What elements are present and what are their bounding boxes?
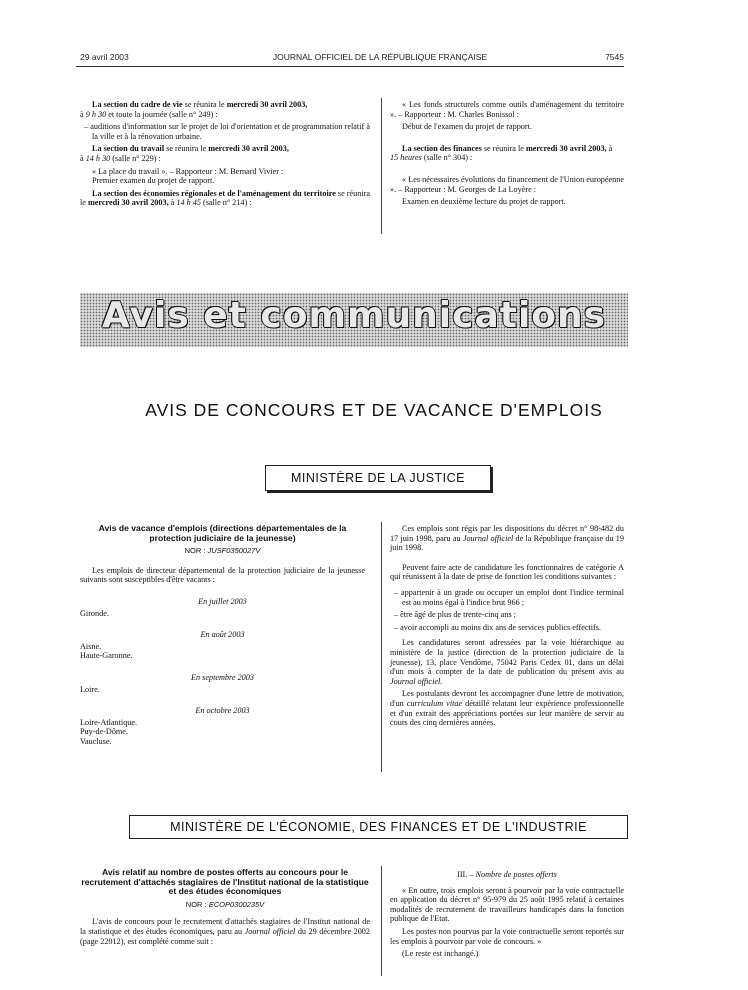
topic-fonds-structurels: « Les fonds structurels comme outils d'aménagement du territoire ». – Rapporteur : M. Charles Bonissol : [390,100,624,119]
month-juillet: En juillet 2003 [198,596,247,606]
topic-union-europeenne: « Les nécessaires évolutions du financement de l'Union européenne ». – Rapporteur : M. Georges de La Loyère : [390,174,624,194]
ministry-justice-box: MINISTÈRE DE LA JUSTICE [265,465,491,491]
condition-grade: – appartenir à un grade ou occuper un emploi dont l'indice terminal est au moins égal à l'indice brut 966 ; [394,587,624,607]
section-travail-step: Premier examen du projet de rapport. [92,176,215,186]
avis-postes-title: Avis relatif au nombre de postes offerts au concours pour le recrutement d'attachés stagiaires de l'Institut national de la statistique et des études économiques [81,867,369,897]
ministry-economie-box: MINISTÈRE DE L'ÉCONOMIE, DES FINANCES ET DE L'INDUSTRIE [129,815,628,839]
header-journal-title: JOURNAL OFFICIEL DE LA RÉPUBLIQUE FRANÇAISE [272,52,488,62]
top-left-column [80,100,370,211]
dept-aisne: Aisne. [80,641,102,651]
header-date: 29 avril 2003 [80,52,129,62]
section-cadre-de-vie-item: – auditions d'information sur le projet de loi d'orientation et de programmation relatif à la ville et à la rénovation urbaine. [84,122,370,141]
section-banner [80,293,628,347]
avis-vacance-dossier: Les postulants devront les accompagner d'une lettre de motivation, d'un curriculum vitae détaillé relatant leur expérience professionnelle et d'un extrait des appréciations portées sur leur manière de servir au cours des cinq dernières années. [390,689,625,728]
avis-vacance-right [390,524,624,731]
section-travail: La section du travail se réunira le mercredi 30 avril 2003, à 14 h 30 (salle n° 229) : [80,144,289,163]
dept-vaucluse: Vaucluse. [80,736,112,746]
section-travail-topic: « La place du travail ». – Rapporteur : M. Bernard Vivier : [92,166,284,176]
avis-vacance-regime: Ces emplois sont régis par les dispositions du décret n° 98-482 du 17 juin 1998, paru au Journal officiel de la République française du 19 juin 1998. [390,524,624,553]
month-octobre: En octobre 2003 [195,706,250,716]
banner-title: Avis et communications [101,295,607,336]
avis-postes-body: L'avis de concours pour le recrutement d'attachés stagiaires de l'Institut national de la statistique et des études économiques, paru au Journal officiel du 29 décembre 2002 (page 22012), est complété comme suit : [80,917,370,946]
section-economies-regionales: La section des économies régionales et de l'aménagement du territoire se réunira le mercredi 30 avril 2003, à 14 h 45 (salle n° 214) : [80,188,370,208]
avis-postes-nor: NOR : ECOP0300235V [185,899,265,909]
top-right-column [390,100,624,210]
avis-postes-reste: (Le reste est inchangé.) [402,949,479,959]
avis-postes-reports: Les postes non pourvus par la voie contractuelle seront reportés sur les emplois à pourvoir par voie de concours. » [390,926,624,946]
avis-vacance-intro: Les emplois de directeur départemental de la protection judiciaire de la jeunesse suivants sont susceptibles d'être vacants : [80,565,365,585]
avis-vacance-eligibility: Peuvent faire acte de candidature les fonctionnaires de catégorie A qui réunissent à la date de prise de fonction les conditions suivantes : [390,562,624,582]
month-septembre: En septembre 2003 [191,672,254,682]
avis-postes-left [80,868,370,949]
dept-haute-garonne: Haute-Garonne. [80,651,133,661]
avis-vacance-candidatures: Les candidatures seront adressées par la voie hiérarchique au ministère de la justice (direction de la protection judiciaire de la jeunesse), 13, place Vendôme, 75042 Paris Cedex 01, dans un délai d'un mois à compter de la date de publication du présent avis au Journal officiel. [390,638,624,686]
dept-loire: Loire. [80,684,100,694]
column-divider [381,98,382,234]
dept-gironde: Gironde. [80,608,109,618]
month-aout: En août 2003 [200,630,245,640]
section-finances: La section des finances se réunira le mercredi 30 avril 2003, à 15 heures (salle n° 304) : [390,143,613,163]
column-divider-3 [381,866,382,976]
avis-postes-right [390,870,624,962]
dept-puy-de-dome: Puy-de-Dôme. [80,727,128,737]
condition-age: – être âgé de plus de trente-cinq ans ; [394,610,516,620]
avis-vacance-left [80,524,365,750]
header-rule [76,66,624,67]
avis-vacance-title: Avis de vacance d'emplois (directions départementales de la protection judiciaire de la jeunesse) [98,523,347,543]
avis-postes-contractuels: « En outre, trois emplois seront à pourvoir par la voie contractuelle en application du décret n° 95-979 du 25 août 1995 relatif à certaines modalités de recrutement de travailleurs handicapés dans la fonction publique de l'Etat. [390,885,624,924]
column-divider-2 [381,522,382,772]
page-title: AVIS DE CONCOURS ET DE VACANCE D'EMPLOIS [145,400,603,420]
avis-vacance-nor: NOR : JUSF0350027V [184,546,261,556]
avis-postes-subheading: III. – Nombre de postes offerts [457,870,557,879]
topic-fonds-structurels-step: Début de l'examen du projet de rapport. [402,122,532,132]
dept-loire-atlantique: Loire-Atlantique. [80,717,138,727]
condition-services: – avoir accompli au moins dix ans de services publics effectifs. [394,622,601,632]
topic-union-europeenne-step: Examen en deuxième lecture du projet de rapport. [402,197,566,207]
header-page-number: 7545 [605,52,624,62]
section-cadre-de-vie: La section du cadre de vie se réunira le mercredi 30 avril 2003, à 9 h 30 et toute la journée (salle n° 249) : [80,100,308,119]
